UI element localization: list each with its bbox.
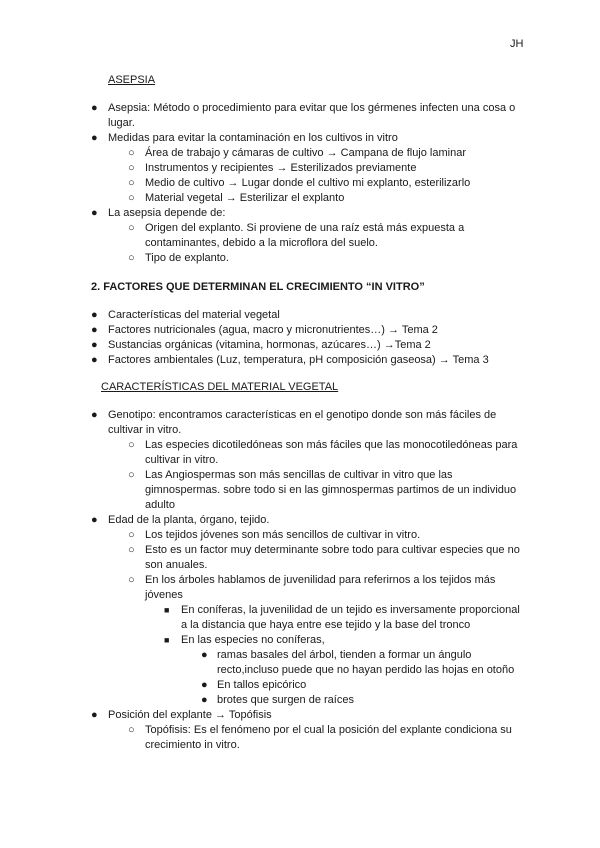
bullet-icon: ●	[201, 649, 208, 661]
medidas-subitem: Material vegetal → Esterilizar el explanto	[145, 192, 345, 204]
circle-bullet-icon: ○	[128, 724, 135, 736]
angio-line2: gimnospermas. sobre todo si en las gimnospermas partimos de un individuo	[145, 484, 517, 496]
bullet-icon: ●	[91, 339, 98, 351]
circle-bullet-icon: ○	[128, 177, 135, 189]
determinante-line2: son anuales.	[145, 559, 208, 571]
square-bullet-icon: ■	[164, 605, 170, 615]
tallos-item: En tallos epicórico	[217, 679, 307, 691]
angio-line3: adulto	[145, 499, 175, 511]
circle-bullet-icon: ○	[128, 222, 135, 234]
circle-bullet-icon: ○	[128, 252, 135, 264]
factores-item: Sustancias orgánicas (vitamina, hormonas, azúcares…) →Tema 2	[108, 339, 431, 351]
arboles-line2: jóvenes	[145, 589, 183, 601]
coniferas-line2: a la distancia que haya entre ese tejido y la base del tronco	[181, 619, 471, 631]
jovenes-item: Los tejidos jóvenes son más sencillos de cultivar in vitro.	[145, 529, 421, 541]
section-heading-asepsia: ASEPSIA	[108, 74, 156, 86]
asepsia-definition-line1: Asepsia: Método o procedimiento para evitar que los gérmenes infecten una cosa o	[108, 102, 516, 114]
circle-bullet-icon: ○	[128, 147, 135, 159]
bullet-icon: ●	[201, 694, 208, 706]
coniferas-line1: En coníferas, la juvenilidad de un tejido es inversamente proporcional	[181, 604, 520, 616]
tipo-explanto: Tipo de explanto.	[145, 252, 229, 264]
genotipo-line1: Genotipo: encontramos características en el genotipo donde son más fáciles de	[108, 409, 497, 421]
posicion-item: Posición del explante → Topófisis	[108, 709, 272, 721]
origen-line2: contaminantes, debido a la microflora del suelo.	[145, 237, 378, 249]
bullet-icon: ●	[91, 309, 98, 321]
factores-item: Características del material vegetal	[108, 309, 280, 321]
topofisis-line2: crecimiento in vitro.	[145, 739, 240, 751]
asepsia-depende-item: La asepsia depende de:	[108, 207, 226, 219]
bullet-icon: ●	[91, 409, 98, 421]
bullet-icon: ●	[91, 709, 98, 721]
factores-item: Factores ambientales (Luz, temperatura, pH composición gaseosa) → Tema 3	[108, 354, 489, 366]
circle-bullet-icon: ○	[128, 192, 135, 204]
dicot-line1: Las especies dicotiledóneas son más fáciles que las monocotiledóneas para	[145, 439, 518, 451]
dicot-line2: cultivar in vitro.	[145, 454, 219, 466]
circle-bullet-icon: ○	[128, 544, 135, 556]
determinante-line1: Esto es un factor muy determinante sobre todo para cultivar especies que no	[145, 544, 520, 556]
bullet-icon: ●	[91, 132, 98, 144]
medidas-subitem: Área de trabajo y cámaras de cultivo → Campana de flujo laminar	[145, 147, 466, 159]
medidas-item: Medidas para evitar la contaminación en los cultivos in vitro	[108, 132, 398, 144]
bullet-icon: ●	[91, 354, 98, 366]
no-coniferas-item: En las especies no coníferas,	[181, 634, 325, 646]
factores-item: Factores nutricionales (agua, macro y micronutrientes…) → Tema 2	[108, 324, 438, 336]
bullet-icon: ●	[91, 324, 98, 336]
origen-line1: Origen del explanto. Si proviene de una raíz está más expuesta a	[145, 222, 465, 234]
square-bullet-icon: ■	[164, 635, 170, 645]
ramas-line2: recto,incluso puede que no hayan perdido las hojas en otoño	[217, 664, 515, 676]
edad-item: Edad de la planta, órgano, tejido.	[108, 514, 270, 526]
arboles-line1: En los árboles hablamos de juvenilidad para referirnos a los tejidos más	[145, 574, 496, 586]
circle-bullet-icon: ○	[128, 529, 135, 541]
ramas-line1: ramas basales del árbol, tienden a formar un ángulo	[217, 649, 472, 661]
medidas-subitem: Medio de cultivo → Lugar donde el cultivo mi explanto, esterilizarlo	[145, 177, 471, 189]
topofisis-line1: Topófisis: Es el fenómeno por el cual la posición del explante condiciona su	[145, 724, 512, 736]
bullet-icon: ●	[91, 514, 98, 526]
circle-bullet-icon: ○	[128, 574, 135, 586]
medidas-subitem: Instrumentos y recipientes → Esterilizados previamente	[145, 162, 417, 174]
section-heading-factores: 2. FACTORES QUE DETERMINAN EL CRECIMIENTO “IN VITRO”	[91, 281, 425, 293]
header-initials: JH	[510, 38, 524, 50]
circle-bullet-icon: ○	[128, 469, 135, 481]
brotes-item: brotes que surgen de raíces	[217, 694, 354, 706]
asepsia-definition-line2: lugar.	[108, 117, 135, 129]
bullet-icon: ●	[91, 207, 98, 219]
circle-bullet-icon: ○	[128, 162, 135, 174]
genotipo-line2: cultivar in vitro.	[108, 424, 182, 436]
bullet-icon: ●	[91, 102, 98, 114]
section-heading-caracteristicas: CARACTERÍSTICAS DEL MATERIAL VEGETAL	[101, 381, 339, 393]
circle-bullet-icon: ○	[128, 439, 135, 451]
angio-line1: Las Angiospermas son más sencillas de cultivar in vitro que las	[145, 469, 453, 481]
bullet-icon: ●	[201, 679, 208, 691]
